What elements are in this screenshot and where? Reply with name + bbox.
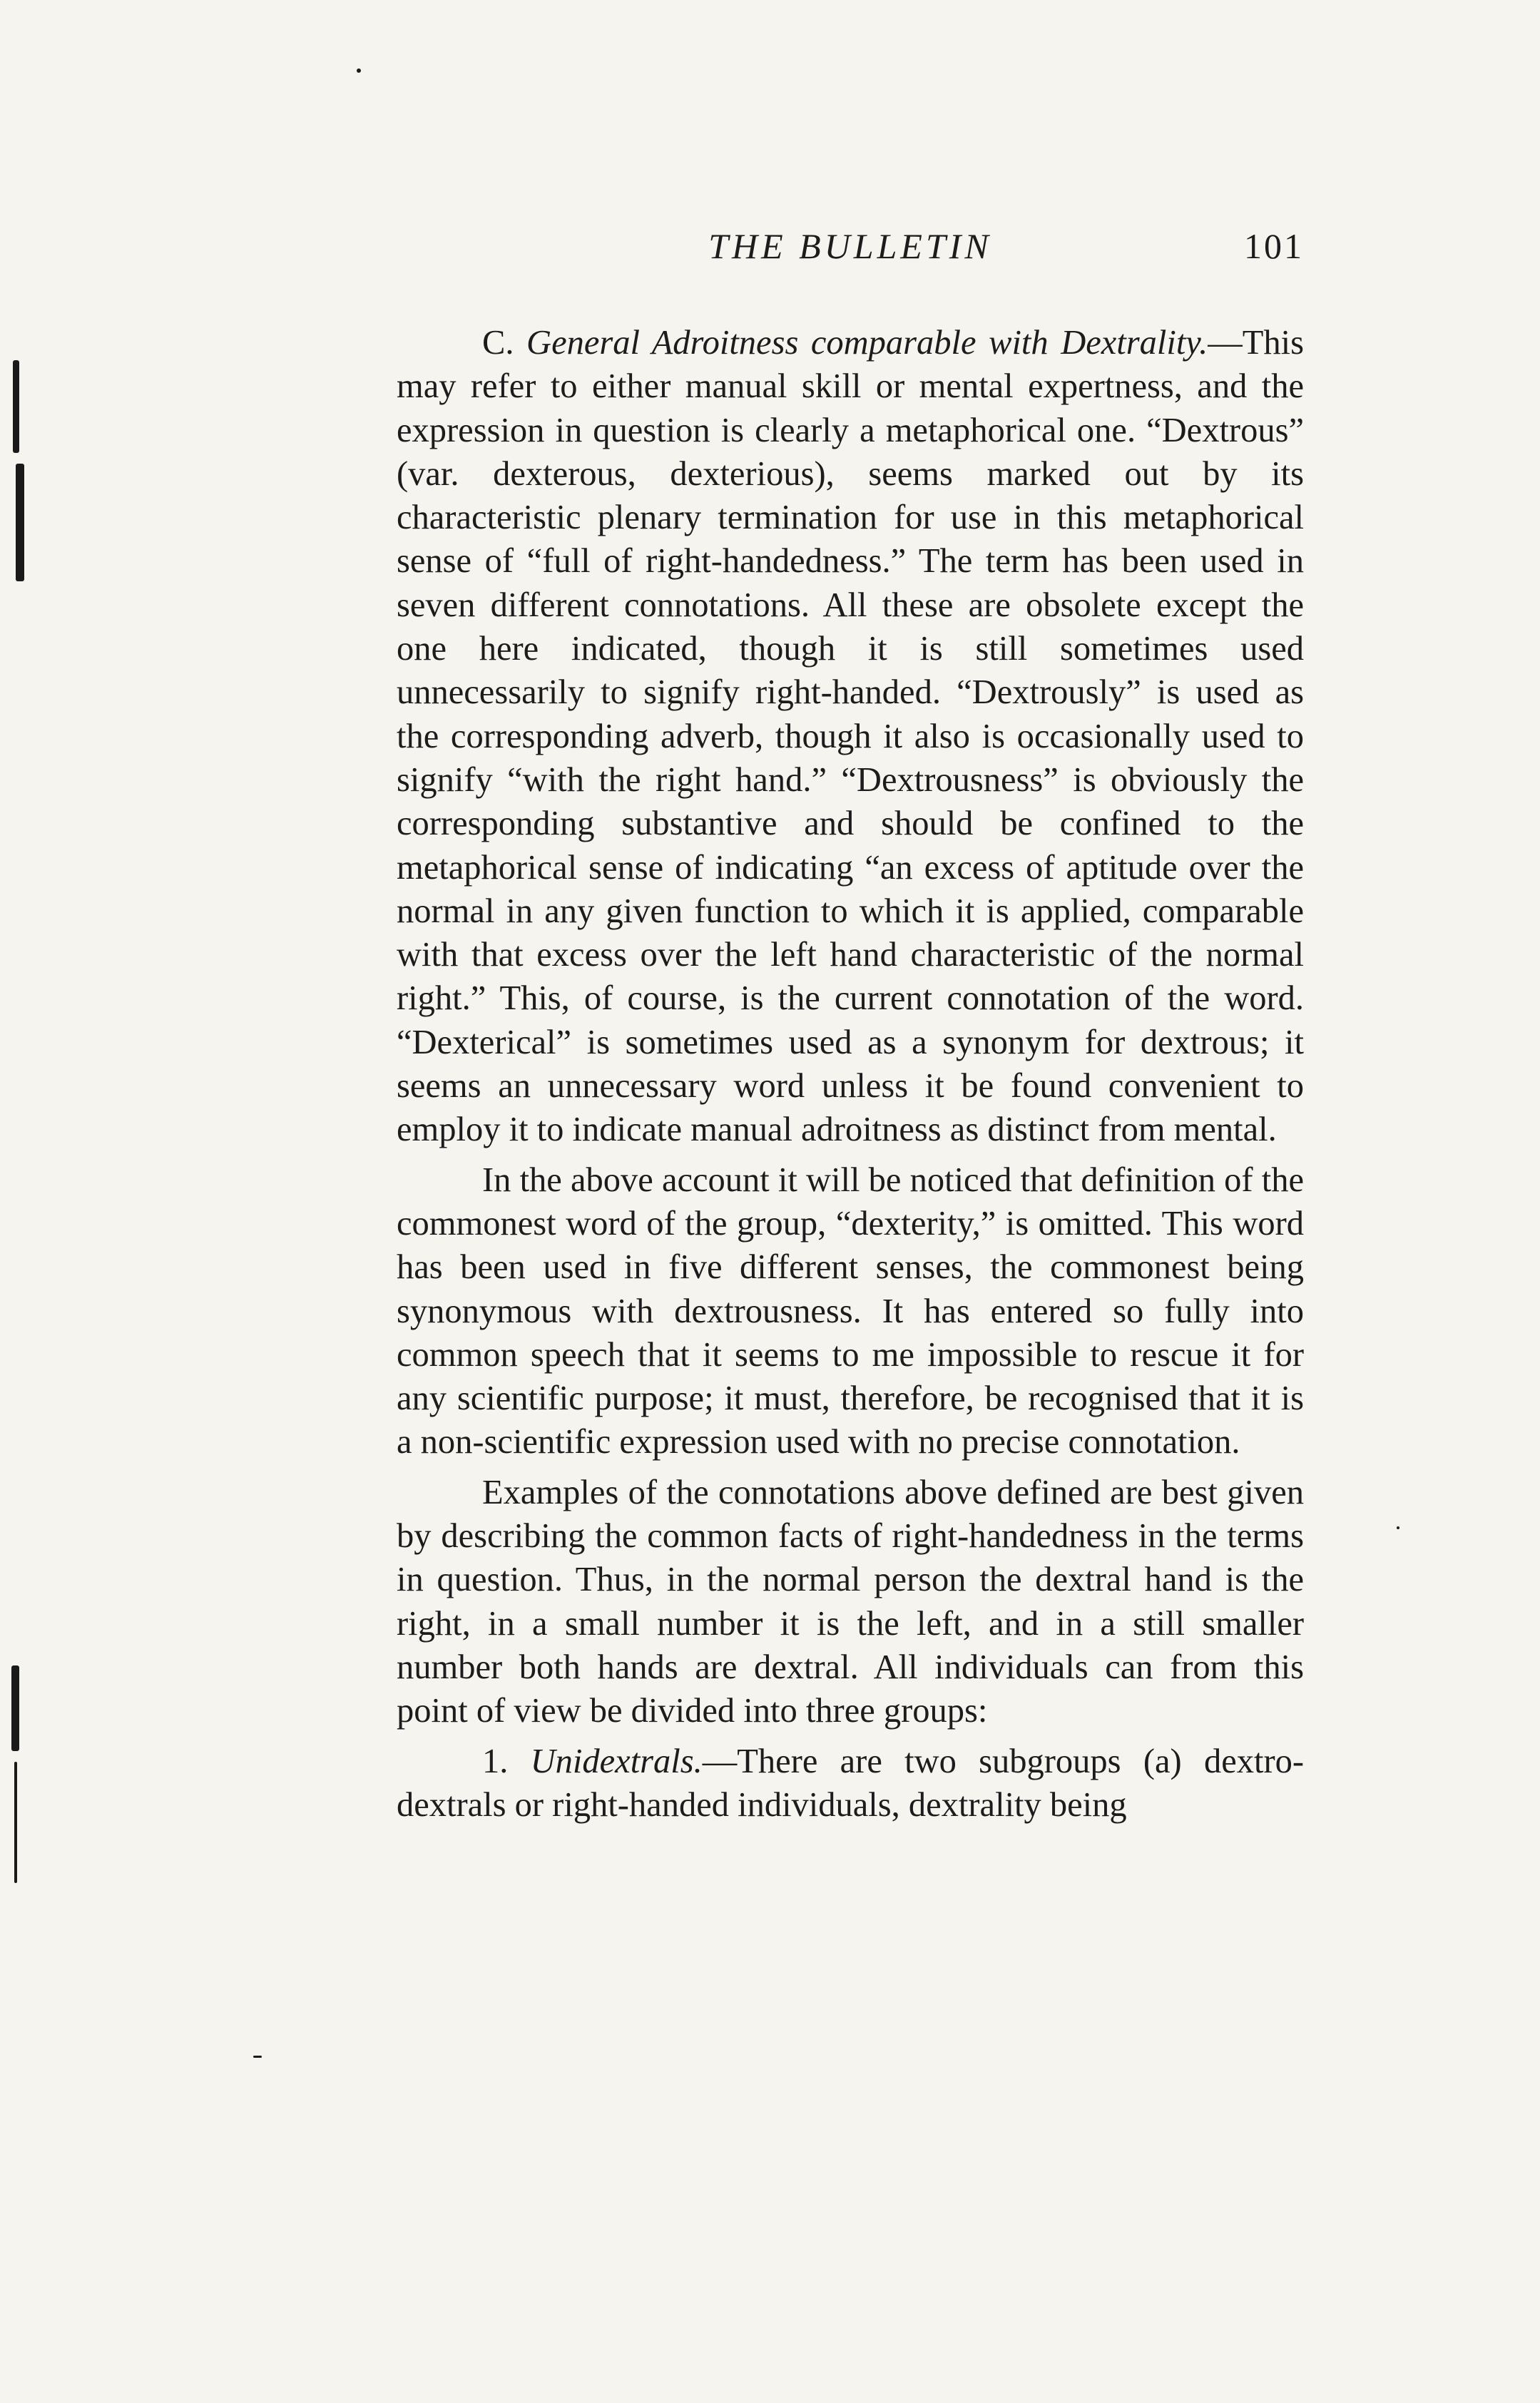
running-header	[397, 221, 1304, 271]
section-body: —This may refer to either manual skill or mental expertness, and the expression in question is clearly a metaphorical one. “Dextrous” (var. dexterous, dexterious), seems marked out by its characteristic plenary termination for use in this metaphorical sense of “full of right-handedness.” The term has been used in seven different connotations. All these are obsolete except the one here indicated, though it is still sometimes used unnecessarily to signify right-handed. “Dextrously” is used as the corresponding adverb, though it also is occasionally used to signify “with the right hand.” “Dextrousness” is obviously the corresponding substantive and should be confined to the metaphorical sense of indicating “an excess of aptitude over the normal in any given function to which it is applied, comparable with that excess over the left hand characteristic of the normal right.” This, of course, is the current connotation of the word. “Dexterical” is sometimes used as a synonym for dextrous; it seems an unnecessary word unless it be found convenient to employ it to indicate manual adroitness as distinct from mental.	[397, 324, 1305, 1149]
section-label: C.	[482, 324, 514, 362]
item-body: —There are two subgroups (a) dextro-dextrals or right-handed individuals, dextrality being	[397, 1742, 1304, 1824]
section-c-paragraph	[397, 321, 1304, 1152]
section-heading: General Adroitness comparable with Dextrality.	[526, 324, 1208, 362]
item-unidextrals	[397, 1740, 1304, 1827]
running-title: THE BULLETIN	[708, 226, 992, 266]
margin-mark	[14, 1762, 17, 1883]
margin-mark	[253, 2056, 262, 2058]
paragraph-dexterity: In the above account it will be noticed that definition of the commonest word of the group, “dexterity,” is omitted. This word has been used in five different senses, the commonest being synonymous with dextrousness. It has entered so fully into common speech that it seems to me impossible to rescue it for any scientific purpose; it must, therefore, be recognised that it is a non-scientific expression used with no precise connotation.	[397, 1160, 1304, 1461]
margin-mark	[357, 68, 361, 73]
margin-mark	[11, 1665, 19, 1751]
margin-mark	[1397, 1526, 1399, 1529]
paragraph-examples: Examples of the connotations above defined are best given by describing the common facts of right-handedness in the terms in question. Thus, in the normal person the dextral hand is the right, in a small number it is the left, and in a still smaller number both hands are dextral. All individuals can from this point of view be divided into three groups:	[397, 1473, 1304, 1730]
body-text	[397, 321, 1304, 1827]
item-heading: Unidextrals.	[530, 1742, 703, 1780]
margin-mark	[13, 360, 19, 453]
margin-mark	[16, 464, 24, 581]
page-number: 101	[1244, 226, 1304, 266]
item-number: 1.	[482, 1742, 509, 1780]
